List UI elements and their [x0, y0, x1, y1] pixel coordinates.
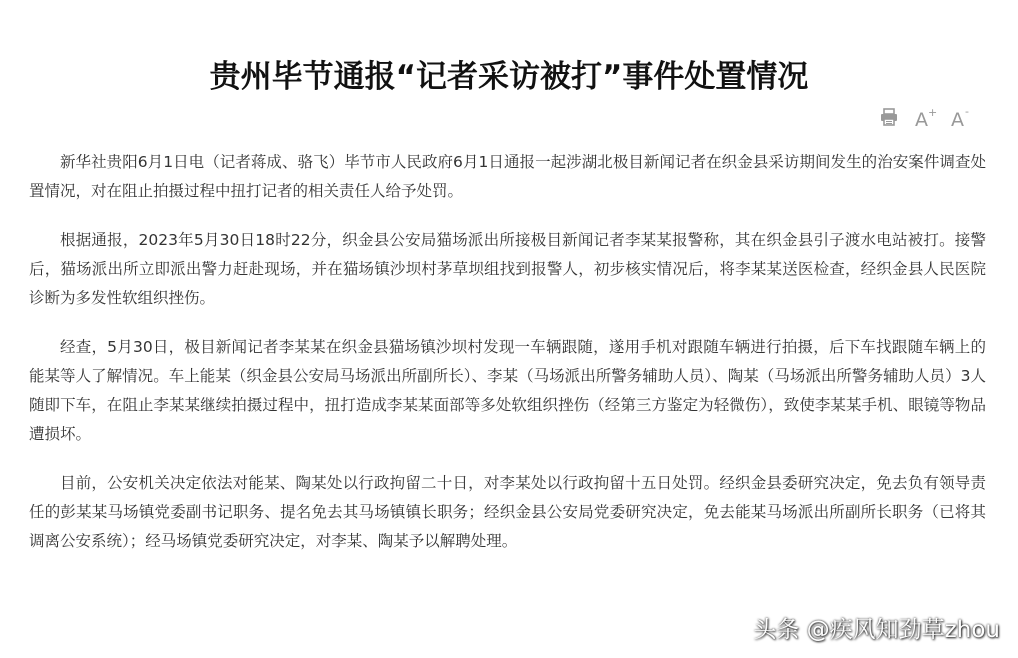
- article-body: [29, 148, 986, 576]
- source-watermark: 头条 @疾风知劲草zhou: [753, 617, 1000, 643]
- font-decrease-sign: -: [965, 105, 969, 118]
- article-toolbar: [876, 104, 974, 130]
- font-increase-button[interactable]: [912, 104, 938, 130]
- article-paragraph: 新华社贵阳6月1日电（记者蒋成、骆飞）毕节市人民政府6月1日通报一起涉湖北极目新闻记者在织金县采访期间发生的治安案件调查处置情况，对在阻止拍摄过程中扭打记者的相关责任人给予处罚。: [29, 153, 986, 200]
- printer-icon: [879, 107, 899, 127]
- font-decrease-button[interactable]: [948, 104, 974, 130]
- article-paragraph: 根据通报，2023年5月30日18时22分，织金县公安局猫场派出所接极目新闻记者李某某报警称，其在织金县引子渡水电站被打。接警后，猫场派出所立即派出警力赶赴现场，并在猫场镇沙坝村茅草坝组找到报警人，初步核实情况后，将李某某送医检查，经织金县人民医院诊断为多发性软组织挫伤。: [29, 231, 986, 307]
- font-decrease-icon: [949, 105, 973, 129]
- font-increase-letter: A: [915, 109, 928, 129]
- article-title: 贵州毕节通报“记者采访被打”事件处置情况: [209, 58, 809, 95]
- font-increase-sign: +: [928, 106, 937, 119]
- article-paragraph: 目前，公安机关决定依法对能某、陶某处以行政拘留二十日，对李某处以行政拘留十五日处罚。经织金县委研究决定，免去负有领导责任的彭某某马场镇党委副书记职务、提名免去其马场镇镇长职务；经织金县公安局党委研究决定，免去能某马场派出所副所长职务（已将其调离公安系统）；经马场镇党委研究决定，对李某、陶某予以解聘处理。: [29, 474, 986, 550]
- print-button[interactable]: [876, 104, 902, 130]
- font-increase-icon: [913, 105, 937, 129]
- font-decrease-letter: A: [951, 109, 964, 129]
- article-paragraph: 经查，5月30日，极目新闻记者李某某在织金县猫场镇沙坝村发现一车辆跟随，遂用手机对跟随车辆进行拍摄，后下车找跟随车辆上的能某等人了解情况。车上能某（织金县公安局马场派出所副所长）、李某（马场派出所警务辅助人员）、陶某（马场派出所警务辅助人员）3人随即下车，在阻止李某某继续拍摄过程中，扭打造成李某某面部等多处软组织挫伤（经第三方鉴定为轻微伤），致使李某某手机、眼镜等物品遭损坏。: [29, 338, 986, 443]
